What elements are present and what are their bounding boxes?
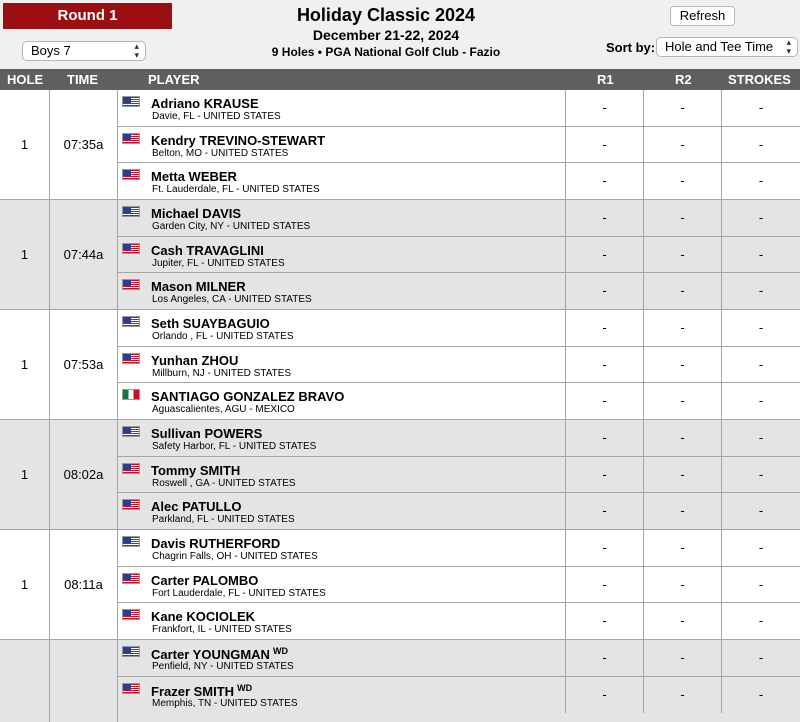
- player-name-cell[interactable]: [151, 389, 344, 404]
- score-r2: -: [643, 640, 721, 676]
- score-r1: -: [565, 567, 643, 603]
- column-time[interactable]: TIME: [67, 72, 99, 87]
- tee-group: [0, 310, 800, 420]
- group-hole: 1: [0, 200, 50, 309]
- player-location: Parkland, FL - UNITED STATES: [152, 514, 295, 526]
- table-header: [0, 69, 800, 90]
- us-flag-icon: [122, 316, 140, 327]
- player-location: Memphis, TN - UNITED STATES: [152, 697, 298, 709]
- score-r2: -: [643, 90, 721, 126]
- score-r1: -: [565, 530, 643, 566]
- sort-select-value: Hole and Tee Time: [665, 39, 774, 54]
- tee-group: [0, 420, 800, 530]
- tee-group: [0, 90, 800, 200]
- us-flag-icon: [122, 279, 140, 290]
- score-strokes: -: [721, 310, 800, 346]
- score-r1: -: [565, 420, 643, 456]
- score-r2: -: [643, 163, 721, 199]
- tee-group: [0, 530, 800, 640]
- player-name[interactable]: Carter YOUNGMAN: [151, 647, 270, 662]
- player-row[interactable]: [118, 90, 800, 127]
- score-strokes: -: [721, 640, 800, 676]
- score-strokes: -: [721, 200, 800, 236]
- player-row[interactable]: [118, 493, 800, 530]
- score-r2: -: [643, 200, 721, 236]
- score-r2: -: [643, 383, 721, 419]
- player-row[interactable]: [118, 383, 800, 420]
- score-r1: -: [565, 127, 643, 163]
- us-flag-icon: [122, 96, 140, 107]
- player-location: Ft. Lauderdale, FL - UNITED STATES: [152, 184, 320, 196]
- column-r1[interactable]: R1: [597, 72, 614, 87]
- player-name[interactable]: Adriano KRAUSE: [151, 96, 259, 111]
- player-location: Frankfort, IL - UNITED STATES: [152, 624, 292, 636]
- group-tee-time: 07:44a: [50, 200, 118, 309]
- score-r2: -: [643, 273, 721, 309]
- top-bar: [0, 0, 800, 69]
- score-r1: -: [565, 603, 643, 639]
- tee-time-groups: [0, 90, 800, 722]
- score-r2: -: [643, 127, 721, 163]
- score-r2: -: [643, 677, 721, 713]
- us-flag-icon: [122, 169, 140, 180]
- us-flag-icon: [122, 683, 140, 694]
- player-location: Millburn, NJ - UNITED STATES: [152, 367, 292, 379]
- score-r2: -: [643, 567, 721, 603]
- refresh-button[interactable]: Refresh: [670, 6, 735, 26]
- group-hole: 1: [0, 420, 50, 529]
- player-location: Davie, FL - UNITED STATES: [152, 111, 281, 122]
- us-flag-icon: [122, 353, 140, 364]
- withdrawn-badge: WD: [272, 646, 288, 656]
- player-name[interactable]: Yunhan ZHOU: [151, 352, 239, 368]
- select-arrows-icon: ▴ ▾: [134, 41, 139, 60]
- player-location: Garden City, NY - UNITED STATES: [152, 221, 311, 232]
- score-strokes: -: [721, 677, 800, 713]
- player-row[interactable]: [118, 640, 800, 677]
- select-arrows-icon: ▴ ▾: [786, 37, 791, 56]
- player-row[interactable]: [118, 567, 800, 604]
- player-name[interactable]: Metta WEBER: [151, 169, 237, 185]
- score-r2: -: [643, 603, 721, 639]
- player-row[interactable]: [118, 457, 800, 494]
- player-name-cell[interactable]: [151, 279, 246, 294]
- us-flag-icon: [122, 536, 140, 547]
- group-hole: 1: [0, 310, 50, 419]
- player-name[interactable]: Kendry TREVINO-STEWART: [151, 132, 326, 148]
- group-players: [118, 420, 800, 529]
- score-r2: -: [643, 237, 721, 273]
- score-r1: -: [565, 677, 643, 713]
- tee-group: [0, 200, 800, 310]
- player-name-cell[interactable]: [151, 646, 288, 662]
- score-r1: -: [565, 237, 643, 273]
- group-players: [118, 200, 800, 309]
- score-strokes: -: [721, 127, 800, 163]
- group-players: [118, 640, 800, 722]
- player-name-cell[interactable]: [151, 133, 325, 148]
- player-name[interactable]: Kane KOCIOLEK: [151, 609, 256, 625]
- player-name-cell[interactable]: [151, 96, 259, 111]
- score-r1: -: [565, 383, 643, 419]
- player-name[interactable]: Mason MILNER: [151, 279, 246, 295]
- score-r2: -: [643, 420, 721, 456]
- group-players: [118, 530, 800, 639]
- player-row[interactable]: [118, 530, 800, 567]
- column-hole[interactable]: HOLE: [7, 72, 44, 87]
- player-name-cell[interactable]: [151, 683, 252, 699]
- player-row[interactable]: [118, 420, 800, 457]
- event-title: Holiday Classic 2024: [296, 5, 476, 25]
- player-name[interactable]: Tommy SMITH: [151, 462, 241, 478]
- player-name[interactable]: Carter PALOMBO: [151, 572, 259, 588]
- score-r1: -: [565, 163, 643, 199]
- player-row[interactable]: [118, 347, 800, 384]
- player-name-cell[interactable]: [151, 573, 258, 588]
- player-location: Penfield, NY - UNITED STATES: [152, 661, 294, 672]
- tee-group: [0, 640, 800, 722]
- group-tee-time: 08:11a: [50, 530, 118, 639]
- score-r2: -: [643, 493, 721, 529]
- group-hole: [0, 640, 50, 722]
- us-flag-icon: [122, 426, 140, 437]
- player-name-cell[interactable]: [151, 169, 237, 184]
- player-name-cell[interactable]: [151, 609, 255, 624]
- group-hole: 1: [0, 90, 50, 199]
- player-location: Aguascalientes, AGU - MEXICO: [152, 404, 295, 416]
- player-name-cell[interactable]: [151, 353, 238, 368]
- division-select[interactable]: [22, 41, 146, 61]
- score-r1: -: [565, 90, 643, 126]
- player-location: Los Angeles, CA - UNITED STATES: [152, 294, 312, 306]
- player-name-cell[interactable]: [151, 243, 264, 258]
- player-location: Jupiter, FL - UNITED STATES: [152, 257, 285, 269]
- score-r1: -: [565, 493, 643, 529]
- player-row[interactable]: [118, 603, 800, 640]
- score-r1: -: [565, 273, 643, 309]
- score-r1: -: [565, 457, 643, 493]
- player-row[interactable]: [118, 310, 800, 347]
- group-tee-time: [50, 640, 118, 722]
- player-name-cell[interactable]: [151, 499, 242, 514]
- score-r1: -: [565, 200, 643, 236]
- score-strokes: -: [721, 383, 800, 419]
- score-strokes: -: [721, 237, 800, 273]
- sort-label: Sort by:: [606, 40, 656, 55]
- player-name-cell[interactable]: [151, 463, 240, 478]
- score-r2: -: [643, 530, 721, 566]
- column-r2[interactable]: R2: [675, 72, 692, 87]
- player-row[interactable]: [118, 677, 800, 714]
- player-location: Roswell , GA - UNITED STATES: [152, 477, 296, 489]
- event-dates: December 21-22, 2024: [312, 27, 460, 43]
- group-hole: 1: [0, 530, 50, 639]
- score-strokes: -: [721, 90, 800, 126]
- us-flag-icon: [122, 609, 140, 620]
- player-name[interactable]: SANTIAGO GONZALEZ BRAVO: [151, 389, 345, 405]
- score-strokes: -: [721, 347, 800, 383]
- player-name[interactable]: Cash TRAVAGLINI: [151, 242, 264, 258]
- us-flag-icon: [122, 499, 140, 510]
- score-r2: -: [643, 347, 721, 383]
- player-row[interactable]: [118, 237, 800, 274]
- group-players: [118, 90, 800, 199]
- division-select-value: Boys 7: [31, 43, 71, 58]
- us-flag-icon: [122, 133, 140, 144]
- us-flag-icon: [122, 573, 140, 584]
- player-location: Belton, MO - UNITED STATES: [152, 147, 289, 159]
- round-tab[interactable]: Round 1: [3, 3, 172, 29]
- player-name-cell[interactable]: [151, 316, 270, 331]
- score-r1: -: [565, 310, 643, 346]
- player-name[interactable]: Alec PATULLO: [151, 499, 242, 515]
- player-row[interactable]: [118, 127, 800, 164]
- score-strokes: -: [721, 273, 800, 309]
- score-strokes: -: [721, 567, 800, 603]
- score-strokes: -: [721, 163, 800, 199]
- us-flag-icon: [122, 243, 140, 254]
- player-row[interactable]: [118, 273, 800, 310]
- us-flag-icon: [122, 206, 140, 217]
- player-name[interactable]: Michael DAVIS: [151, 206, 242, 221]
- player-name[interactable]: Sullivan POWERS: [151, 426, 263, 441]
- sort-select[interactable]: [656, 37, 798, 57]
- player-name-cell[interactable]: [151, 536, 280, 551]
- score-strokes: -: [721, 530, 800, 566]
- player-name[interactable]: Frazer SMITH: [151, 683, 235, 699]
- column-strokes[interactable]: STROKES: [728, 72, 791, 87]
- score-r2: -: [643, 457, 721, 493]
- player-location: Chagrin Falls, OH - UNITED STATES: [152, 551, 318, 562]
- mexico-flag-icon: [122, 389, 140, 400]
- us-flag-icon: [122, 463, 140, 474]
- player-row[interactable]: [118, 200, 800, 237]
- event-venue: 9 Holes • PGA National Golf Club - Fazio: [271, 45, 501, 59]
- score-r2: -: [643, 310, 721, 346]
- player-location: Orlando , FL - UNITED STATES: [152, 331, 294, 342]
- player-name[interactable]: Seth SUAYBAGUIO: [151, 316, 270, 331]
- withdrawn-badge: WD: [237, 682, 253, 693]
- group-tee-time: 07:35a: [50, 90, 118, 199]
- score-r1: -: [565, 640, 643, 676]
- score-r1: -: [565, 347, 643, 383]
- score-strokes: -: [721, 457, 800, 493]
- player-name-cell[interactable]: [151, 426, 262, 441]
- group-tee-time: 08:02a: [50, 420, 118, 529]
- player-row[interactable]: [118, 163, 800, 200]
- group-players: [118, 310, 800, 419]
- player-location: Safety Harbor, FL - UNITED STATES: [152, 441, 317, 452]
- player-name[interactable]: Davis RUTHERFORD: [151, 536, 281, 551]
- score-strokes: -: [721, 603, 800, 639]
- player-name-cell[interactable]: [151, 206, 241, 221]
- score-strokes: -: [721, 420, 800, 456]
- group-tee-time: 07:53a: [50, 310, 118, 419]
- us-flag-icon: [122, 646, 140, 657]
- player-location: Fort Lauderdale, FL - UNITED STATES: [152, 587, 326, 599]
- score-strokes: -: [721, 493, 800, 529]
- column-player[interactable]: PLAYER: [148, 72, 200, 87]
